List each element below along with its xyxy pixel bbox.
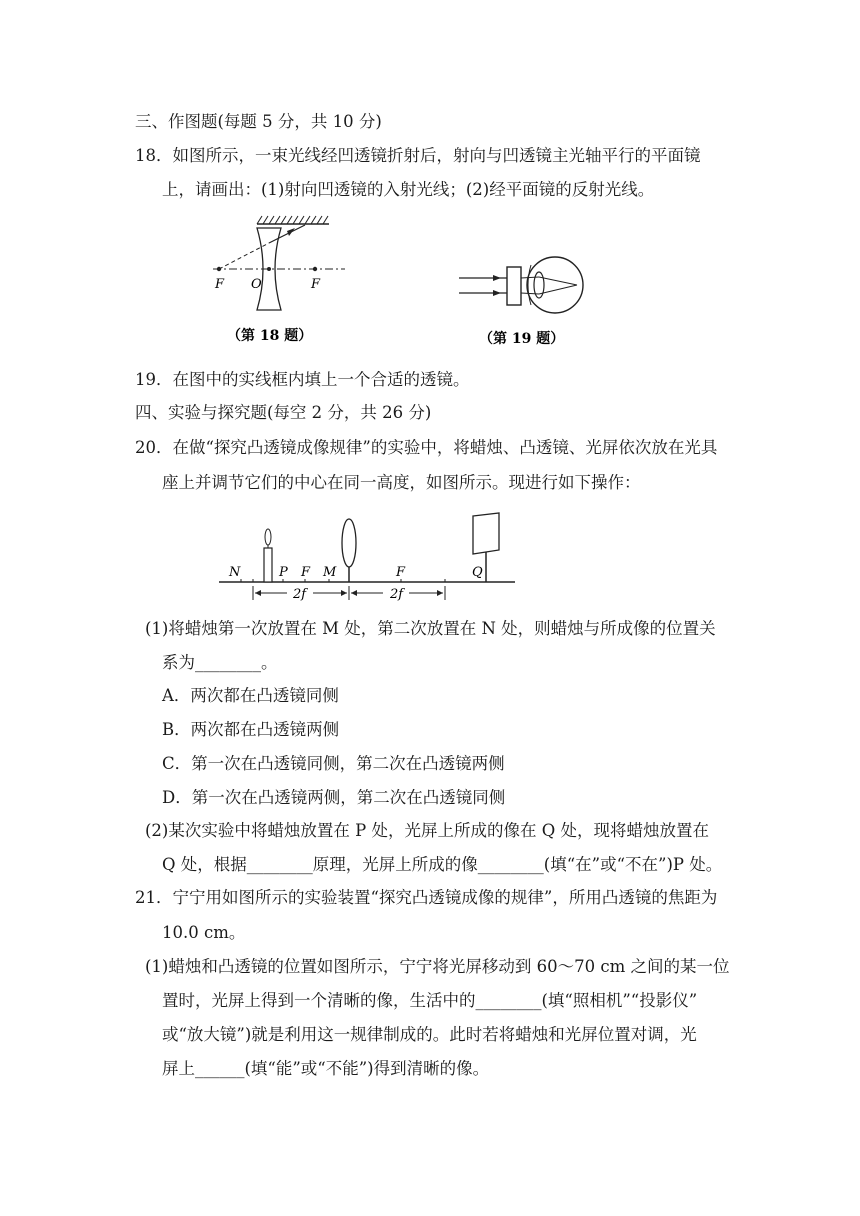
q21-sub1-line1: (1)蜡烛和凸透镜的位置如图所示，宁宁将光屏移动到 60～70 cm 之间的某一位 [145, 957, 730, 976]
q20-label-f2: F [396, 565, 406, 580]
q20-label-m: M [323, 565, 337, 580]
q20-option-a: A．两次都在凸透镜同侧 [162, 686, 339, 705]
q20-label-p: P [279, 565, 288, 580]
q18-label-f-left: F [215, 277, 225, 292]
q20-option-b: B．两次都在凸透镜两侧 [162, 720, 340, 739]
q20-option-d: D．第一次在凸透镜两侧，第二次在凸透镜同侧 [162, 788, 506, 807]
q20-sub2-line1: (2)某次实验中将蜡烛放置在 P 处，光屏上所成的像在 Q 处，现将蜡烛放置在 [145, 821, 709, 840]
q18-text-line1: 18．如图所示，一束光线经凹透镜折射后，射向与凹透镜主光轴平行的平面镜 [135, 146, 701, 165]
q20-sub1-line1: (1)将蜡烛第一次放置在 M 处，第二次放置在 N 处，则蜡烛与所成像的位置关 [145, 619, 716, 638]
q19-text-line1: 19．在图中的实线框内填上一个合适的透镜。 [135, 370, 470, 389]
q20-label-f1: F [301, 565, 311, 580]
section4-heading: 四、实验与探究题(每空 2 分，共 26 分) [135, 403, 432, 422]
q18-caption: （第 18 题） [227, 328, 313, 344]
q20-diagram [215, 508, 520, 608]
q18-text-line2: 上，请画出：(1)射向凹透镜的入射光线；(2)经平面镜的反射光线。 [162, 180, 655, 199]
q18-figure [205, 212, 355, 350]
q20-label-n: N [229, 565, 241, 580]
q19-caption: （第 19 题） [479, 331, 565, 347]
q20-label-2f-right: 2f [390, 587, 404, 602]
q18-diagram [205, 212, 355, 350]
q21-sub1-line4: 屏上______(填“能”或“不能”)得到清晰的像。 [162, 1059, 490, 1078]
q20-option-c: C．第一次在凸透镜同侧，第二次在凸透镜两侧 [162, 754, 505, 773]
section3-heading: 三、作图题(每题 5 分，共 10 分) [135, 112, 382, 131]
q20-text-line1: 20．在做“探究凸透镜成像规律”的实验中，将蜡烛、凸透镜、光屏依次放在光具 [135, 438, 718, 457]
q20-sub1-line2: 系为________。 [162, 653, 278, 672]
q19-figure [455, 255, 605, 350]
q20-label-q: Q [472, 565, 483, 580]
q21-sub1-line3: 或“放大镜”)就是利用这一规律制成的。此时若将蜡烛和光屏位置对调，光 [162, 1025, 697, 1044]
q20-label-2f-left: 2f [293, 587, 307, 602]
q18-label-o: O [251, 277, 262, 292]
q20-figure [215, 508, 520, 608]
q18-label-f-right: F [311, 277, 321, 292]
q20-sub2-line2: Q 处，根据________原理，光屏上所成的像________(填“在”或“不在”)P 处。 [162, 855, 723, 874]
q21-text-line2: 10.0 cm。 [162, 923, 246, 942]
q21-text-line1: 21．宁宁用如图所示的实验装置“探究凸透镜成像的规律”，所用凸透镜的焦距为 [135, 888, 718, 907]
q21-sub1-line2: 置时，光屏上得到一个清晰的像，生活中的________(填“照相机”“投影仪” [162, 991, 698, 1010]
q20-text-line2: 座上并调节它们的中心在同一高度，如图所示。现进行如下操作： [162, 473, 641, 492]
q19-diagram [455, 255, 605, 350]
